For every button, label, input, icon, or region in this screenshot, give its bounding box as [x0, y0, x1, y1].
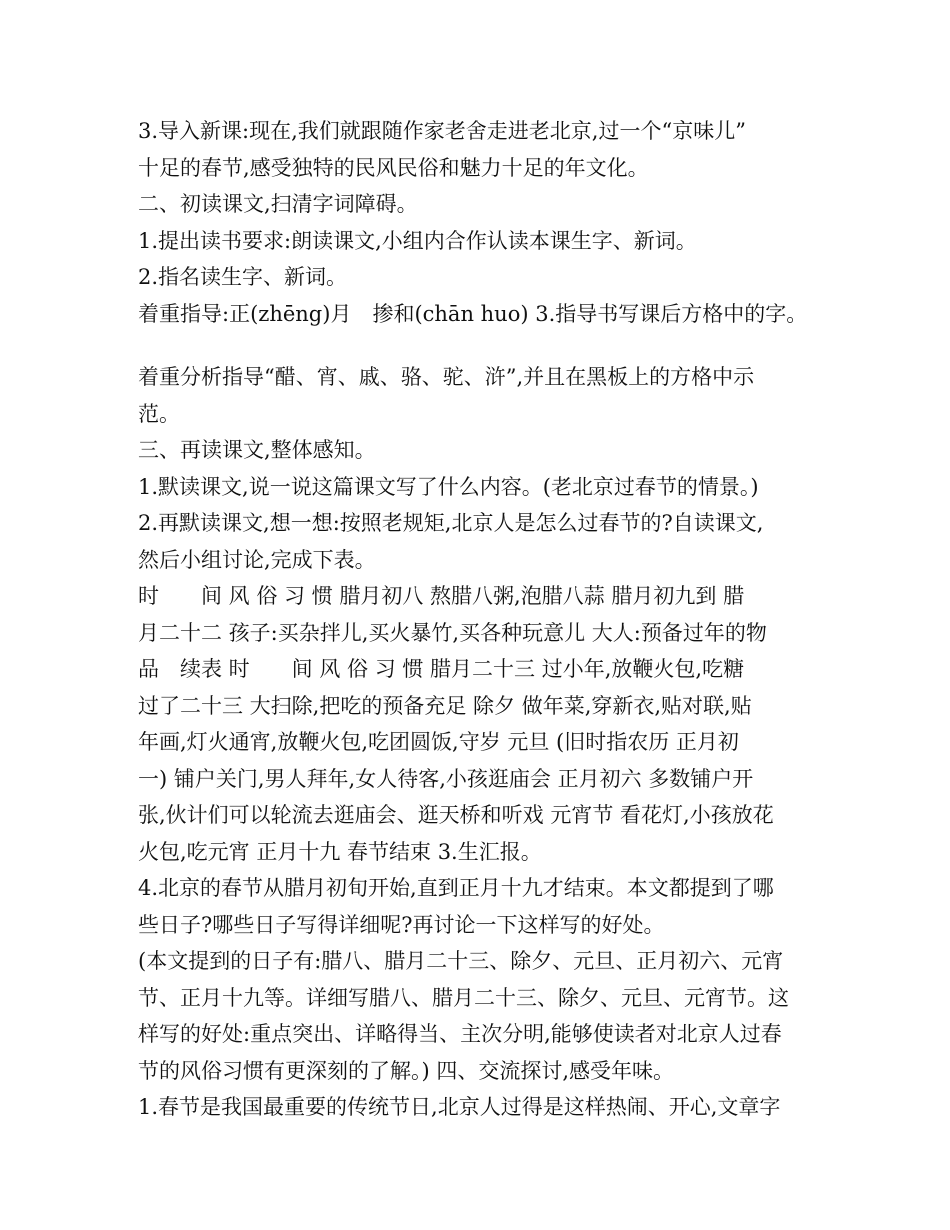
text-line: 着重分析指导“醋、宵、戚、骆、驼、浒”,并且在黑板上的方格中示 — [138, 365, 755, 389]
text-line: 张,伙计们可以轮流去逛庙会、逛天桥和听戏 元宵节 看花灯,小孩放花 — [138, 803, 774, 827]
text-line: 月二十二 孩子:买杂拌儿,买火暴竹,买各种玩意儿 大人:预备过年的物 — [138, 620, 767, 645]
text-line: 年画,灯火通宵,放鞭火包,吃团圆饭,守岁 元旦 (旧时指农历 正月初 — [138, 730, 739, 754]
paragraph-gap — [138, 332, 828, 359]
text-line: 过了二十三 大扫除,把吃的预备充足 除夕 做年菜,穿新衣,贴对联,贴 — [138, 693, 752, 718]
text-line: 3.导入新课:现在,我们就跟随作家老舍走进老北京,过一个“京味儿” — [138, 119, 746, 143]
text-line: 2.再默读课文,想一想:按照老规矩,北京人是怎么过春节的?自读课文, — [138, 511, 764, 535]
text-line: 二、初读课文,扫清字词障碍。 — [138, 192, 418, 216]
text-line: 品 续表 时 间 风 俗 习 惯 腊月二十三 过小年,放鞭火包,吃糖 — [138, 657, 745, 681]
text-line: 节的风俗习惯有更深刻的了解。) 四、交流探讨,感受年味。 — [138, 1058, 675, 1083]
text-line: 十足的春节,感受独特的民风民俗和魅力十足的年文化。 — [138, 155, 649, 180]
text-line: 1.默读课文,说一说这篇课文写了什么内容。(老北京过春节的情景。) — [138, 474, 759, 499]
text-line: 着重指导:正(zhēng)月 掺和(chān huo) 3.指导书写课后方格中的字。 — [138, 301, 808, 326]
document-body — [138, 113, 828, 1126]
text-line: 节、正月十九等。详细写腊八、腊月二十三、除夕、元旦、元宵节。这 — [138, 985, 789, 1010]
text-line: 4.北京的春节从腊月初旬开始,直到正月十九才结束。本文都提到了哪 — [138, 876, 774, 900]
text-line: 一) 铺户关门,男人拜年,女人待客,小孩逛庙会 正月初六 多数铺户开 — [138, 766, 754, 791]
text-line: 2.指名读生字、新词。 — [138, 265, 348, 289]
text-line: 然后小组讨论,完成下表。 — [138, 547, 376, 572]
text-line: 火包,吃元宵 正月十九 春节结束 3.生汇报。 — [138, 839, 542, 864]
text-line: 些日子?哪些日子写得详细呢?再讨论一下这样写的好处。 — [138, 912, 665, 937]
text-line: 范。 — [138, 401, 180, 426]
text-line: (本文提到的日子有:腊八、腊月二十三、除夕、元旦、正月初六、元宵 — [138, 949, 784, 973]
text-line: 1.提出读书要求:朗读课文,小组内合作认读本课生字、新词。 — [138, 228, 697, 253]
text-line: 1.春节是我国最重要的传统节日,北京人过得是这样热闹、开心,文章字 — [138, 1095, 781, 1119]
text-line: 三、再读课文,整体感知。 — [138, 438, 376, 462]
text-line: 时 间 风 俗 习 惯 腊月初八 熬腊八粥,泡腊八蒜 腊月初九到 腊 — [138, 584, 745, 608]
text-line: 样写的好处:重点突出、详略得当、主次分明,能够使读者对北京人过春 — [138, 1022, 782, 1046]
